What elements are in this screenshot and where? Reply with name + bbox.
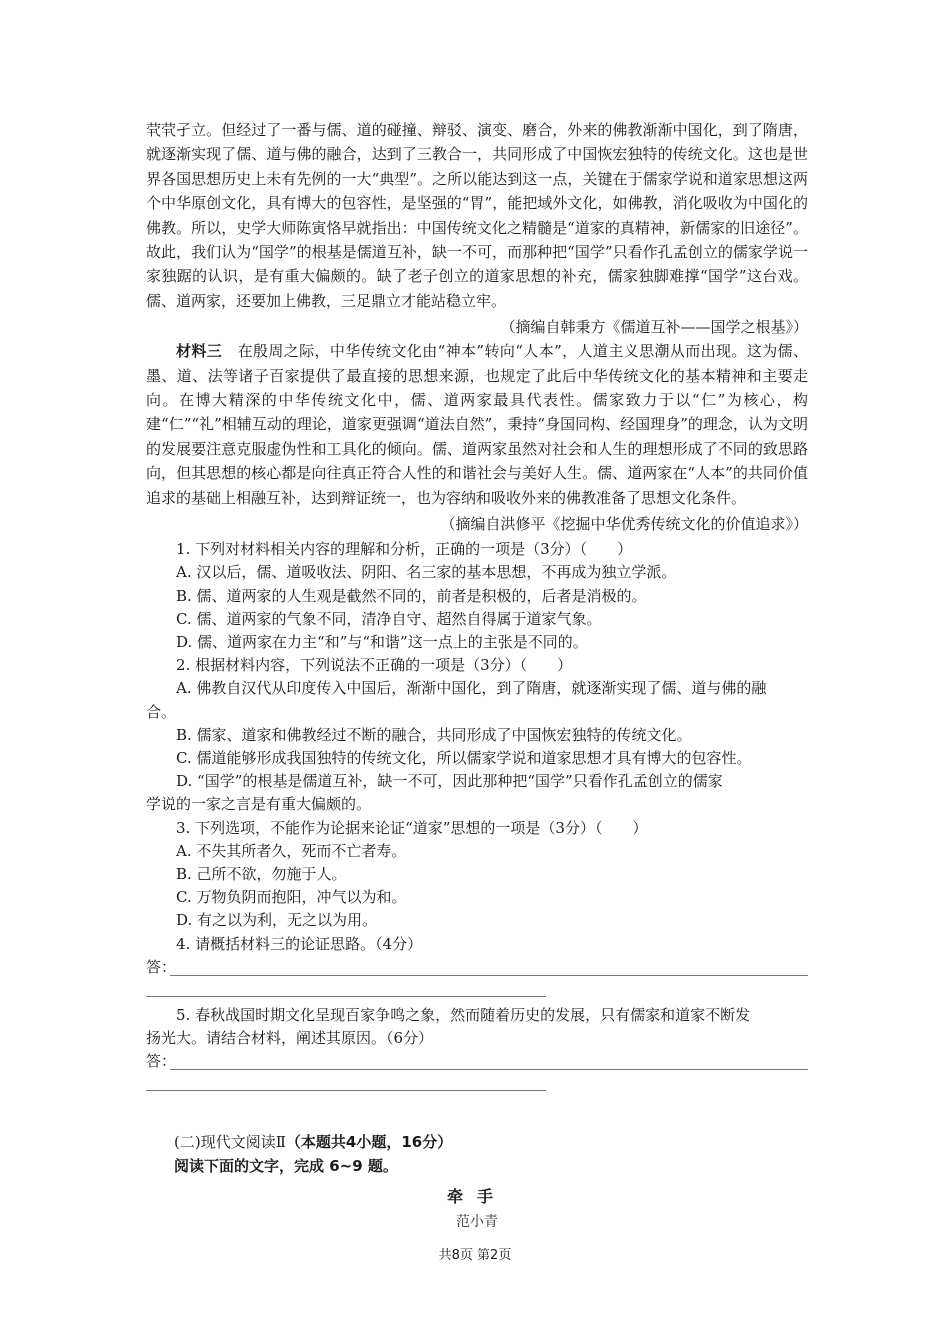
- q4-answer-line-2[interactable]: [146, 996, 546, 997]
- q5-answer-row-2[interactable]: [146, 1072, 808, 1094]
- section2-heading-score: （本题共4小题，16分）: [285, 1133, 453, 1152]
- q3-option-b: B. 己所不欲，勿施于人。: [176, 864, 347, 883]
- q2-option-d: D. “国学”的根基是儒道互补，缺一不可，因此那种把“国学”只看作孔孟创立的儒家: [176, 772, 723, 791]
- material2-source: （摘编自韩秉方《儒道互补——国学之根基》）: [500, 318, 808, 337]
- q4-answer-row[interactable]: [146, 956, 808, 978]
- section2-heading: [146, 1130, 808, 1154]
- article-title: 牵手: [446, 1187, 507, 1207]
- material3-paragraph: [146, 339, 808, 510]
- q4-stem: 4. 请概括材料三的论证思路。（4分）: [176, 934, 423, 953]
- q3-option-c: C. 万物负阴而抱阳，冲气以为和。: [176, 888, 407, 907]
- q4-answer-row-2[interactable]: [146, 978, 808, 1000]
- q3-option-a: A. 不失其所者久，死而不亡者寿。: [176, 841, 407, 860]
- q2-option-c: C. 儒道能够形成我国独特的传统文化，所以儒家学说和道家思想才具有博大的包容性。: [176, 748, 752, 767]
- q1-option-d: D. 儒、道两家在力主“和”与“和谐”这一点上的主张是不同的。: [176, 632, 588, 651]
- material3-source: （摘编自洪修平《挖掘中华优秀传统文化的价值追求》）: [440, 515, 808, 534]
- material2-tail-paragraph: 茕茕孑立。但经过了一番与儒、道的碰撞、辩驳、演变、磨合，外来的佛教渐渐中国化，到了隋唐，就逐渐实现了儒、道与佛的融合，达到了三教合一，共同形成了中国恢宏独特的传统文化。这也是世界各国思想历史上未有先例的一大“典型”。之所以能达到这一点，关键在于儒家学说和道家思想这两个中华原创文化，具有博大的包容性，是坚强的“胃”，能把域外文化，如佛教，消化吸收为中国化的佛教。所以，史学大师陈寅恪早就指出：中国传统文化之精髓是“道家的真精神，新儒家的旧途径”。故此，我们认为“国学”的根基是儒道互补，缺一不可，而那种把“国学”只看作孔孟创立的儒家学说一家独踞的认识，是有重大偏颇的。缺了老子创立的道家思想的补充，儒家独脚难撑“国学”这台戏。儒、道两家，还要加上佛教，三足鼎立才能站稳立牢。: [146, 121, 808, 310]
- q5-stem-cont: 扬光大。请结合材料，阐述其原因。（6分）: [146, 1028, 434, 1047]
- q5-answer-label: 答：: [146, 1052, 177, 1071]
- q3-option-d: D. 有之以为利，无之以为用。: [176, 911, 378, 930]
- q2-option-a-cont: 合。: [146, 702, 177, 721]
- q2-option-d-cont: 学说的一家之言是有重大偏颇的。: [146, 795, 372, 814]
- q5-answer-line[interactable]: [170, 1069, 808, 1070]
- q1-option-b: B. 儒、道两家的人生观是截然不同的，前者是积极的，后者是消极的。: [176, 586, 647, 605]
- page-content: [146, 118, 808, 1231]
- q1-stem: 1. 下列对材料相关内容的理解和分析，正确的一项是（3分）（ ）: [176, 540, 633, 559]
- material3-text: 在殷周之际，中华传统文化由“神本”转向“人本”，人道主义思潮从而出现。这为儒、墨、道、法等诸子百家提供了最直接的思想来源，也规定了此后中华传统文化的基本精神和主要走向。在博大精深的中华传统文化中，儒、道两家最具代表性。儒家致力于以“仁”为核心，构建“仁”“礼”相辅互动的理论，道家更强调“道法自然”，秉持“身国同构、经国理身”的理念，认为文明的发展要注意克服虚伪性和工具化的倾向。儒、道两家虽然对社会和人生的理想形成了不同的致思路向，但其思想的核心都是向往真正符合人性的和谐社会与美好人生。儒、道两家在“人本”的共同价值追求的基础上相融互补，达到辩证统一，也为容纳和吸收外来的佛教准备了思想文化条件。: [146, 342, 808, 507]
- q1-option-c: C. 儒、道两家的气象不同，清净自守、超然自得属于道家气象。: [176, 609, 602, 628]
- q5-answer-row[interactable]: [146, 1050, 808, 1072]
- article-author: 范小青: [456, 1214, 498, 1231]
- material3-label: 材料三: [176, 342, 223, 361]
- q2-option-b: B. 儒家、道家和佛教经过不断的融合，共同形成了中国恢宏独特的传统文化。: [176, 725, 692, 744]
- q4-answer-label: 答：: [146, 957, 177, 976]
- section2-instruction: 阅读下面的文字，完成 6~9 题。: [174, 1157, 398, 1176]
- q5-answer-line-2[interactable]: [146, 1090, 546, 1091]
- q3-stem: 3. 下列选项，不能作为论据来论证“道家”思想的一项是（3分）（ ）: [176, 818, 648, 837]
- section2-heading-prefix: (二)现代文阅读Ⅱ: [174, 1133, 286, 1152]
- q5-stem: 5. 春秋战国时期文化呈现百家争鸣之象，然而随着历史的发展，只有儒家和道家不断发: [176, 1005, 751, 1024]
- q2-stem: 2. 根据材料内容，下列说法不正确的一项是（3分）（ ）: [176, 656, 573, 675]
- q1-option-a: A. 汉以后，儒、道吸收法、阴阳、名三家的基本思想，不再成为独立学派。: [176, 563, 677, 582]
- q2-option-a: A. 佛教自汉代从印度传入中国后，渐渐中国化，到了隋唐，就逐渐实现了儒、道与佛的融: [176, 679, 767, 698]
- q4-answer-line[interactable]: [170, 975, 808, 976]
- page-footer: 共8页 第2页: [438, 1248, 512, 1263]
